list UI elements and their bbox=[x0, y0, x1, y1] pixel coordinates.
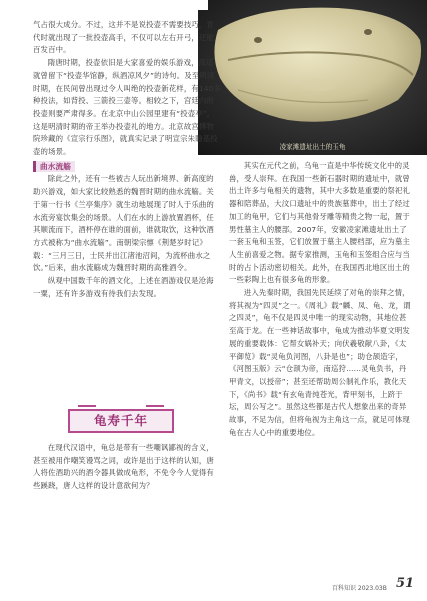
photo-caption: 凌家滩遗址出土的玉龟 bbox=[279, 143, 346, 151]
left-paragraph-4: 纵观中国数千年的酒文化，上述在酒游戏仅是沧海一粟，还有许多游戏有待我们去发现。 bbox=[33, 276, 214, 298]
jade-turtle-image bbox=[198, 0, 427, 155]
photo-corner-cut bbox=[198, 0, 208, 10]
section-title: 龟寿千年 bbox=[93, 413, 148, 428]
left-paragraph-5: 在现代汉语中，龟总是带有一些嘲讽鄙视的含义，甚至被用作嘲笑谩骂之词，或许是出于这样的认知，唐人将佐酒助兴的酒令器具做成龟形，不免令今人觉得有些蹊跷，唐人这样的设计意欲何为？ bbox=[33, 443, 214, 491]
left-paragraph-3: 除此之外，还有一些被古人玩出新境界、新高度的助兴游戏，如大家比较熟悉的魏晋时期的曲水流觞。关于第一行书《兰亭集序》就生动地展现了时人于乐曲的水流旁宴饮集会的场景。人们在水的上游放置酒杯，任其顺流而下，酒杯停在谁的面前，谁就取饮，这种饮酒方式被称为“曲水流觞”。南朝梁宗懔《荆楚岁时记》载：“三月三日，士民并出江渚池沼间，为流杯曲水之饮。”后来，曲水流觞成为魏晋时期的高雅酒令。 bbox=[33, 174, 214, 273]
right-paragraph-1: 其实在元代之前，乌龟一直是中华传统文化中的灵兽，受人崇拜。在我国一些新石器时期的遗址中，就曾出土许多与龟相关的遗物，其中大多数是重要的祭祀礼器和陪葬品，大汶口遗址中的贵族墓葬中，出土了经过加工的龟甲，它们与其他骨牙雕等精贵之物一起，置于男性墓主人的腰部。2007年，安徽凌家滩遗址出土了一套玉龟和玉签，它们放置于墓主人腰档部，应为墓主人生前喜爱之物。据专家推测，玉龟和玉签组合应与当时的占卜活动密切相关。此外，在我国西北地区出土的一些彩陶上也有很多龟的形象。 bbox=[229, 161, 410, 285]
right-paragraph-2: 进入先秦时期，我国先民延续了对龟的崇拜之情，将其视为“四灵”之一。《周礼》载“麟、凤、龟、龙，谓之四灵”，龟不仅是四灵中唯一的现实动物，其地位甚至高于龙。在一些神话故事中，龟成为推动华夏文明发展的重要载体：它帮女娲补天；向伏羲敬献八卦，《太平御览》载“灵龟负河图，八卦是也”；助仓颉造字，《河图玉版》云“仓颉为帝，南巡狩……灵龟负书，丹甲青文，以授帝”；甚至还帮助周公制礼作乐，教化天下，《尚书》载“有玄龟青纯苍光，背甲刻书，上跻于坛，周公写之”。虽然这些都是古代人想象出来的奇异故事，不足为信，但将龟视为主角这一点，就足可体现龟在古人心中的重要地位。 bbox=[229, 288, 411, 437]
left-column bbox=[33, 19, 221, 300]
right-column bbox=[229, 160, 411, 439]
section-subhead: 曲水流觞 bbox=[33, 161, 75, 172]
section-subhead-box bbox=[33, 159, 221, 174]
left-paragraph-1: 气占很大成分。不过，这并不是说投壶不需要技巧，晋代时就出现了一批投壶高手，不仅可以左右开弓，还能百发百中。 bbox=[33, 20, 214, 55]
title-deco-right bbox=[146, 405, 164, 412]
page-footer: 百科知识 2023.03B bbox=[332, 585, 387, 592]
left-column-bottom bbox=[33, 442, 221, 493]
left-paragraph-2: 隋唐时期，投壶依旧是大家喜爱的娱乐游戏，高适就曾留下“投壶华馆静，纵酒凉风夕”的诗句。及至明清时期，在民间曾出现过令人叫绝的投壶新花样，有140多种投法，如背投、三箭投三壶等。相较之下，宫廷内的投壶则要严肃得多。在北京中山公园里建有“投壶亭”，这是明清时期的帝王举办投壶礼的地方。北京故宫博物院珍藏的《宣宗行乐图》，就真实记录了明宣宗朱瞻基投壶的场景。 bbox=[33, 58, 221, 157]
page-number: 51 bbox=[396, 576, 415, 591]
title-deco-left bbox=[78, 405, 96, 412]
jade-turtle-photo bbox=[198, 0, 427, 155]
section-title-box bbox=[68, 409, 174, 433]
